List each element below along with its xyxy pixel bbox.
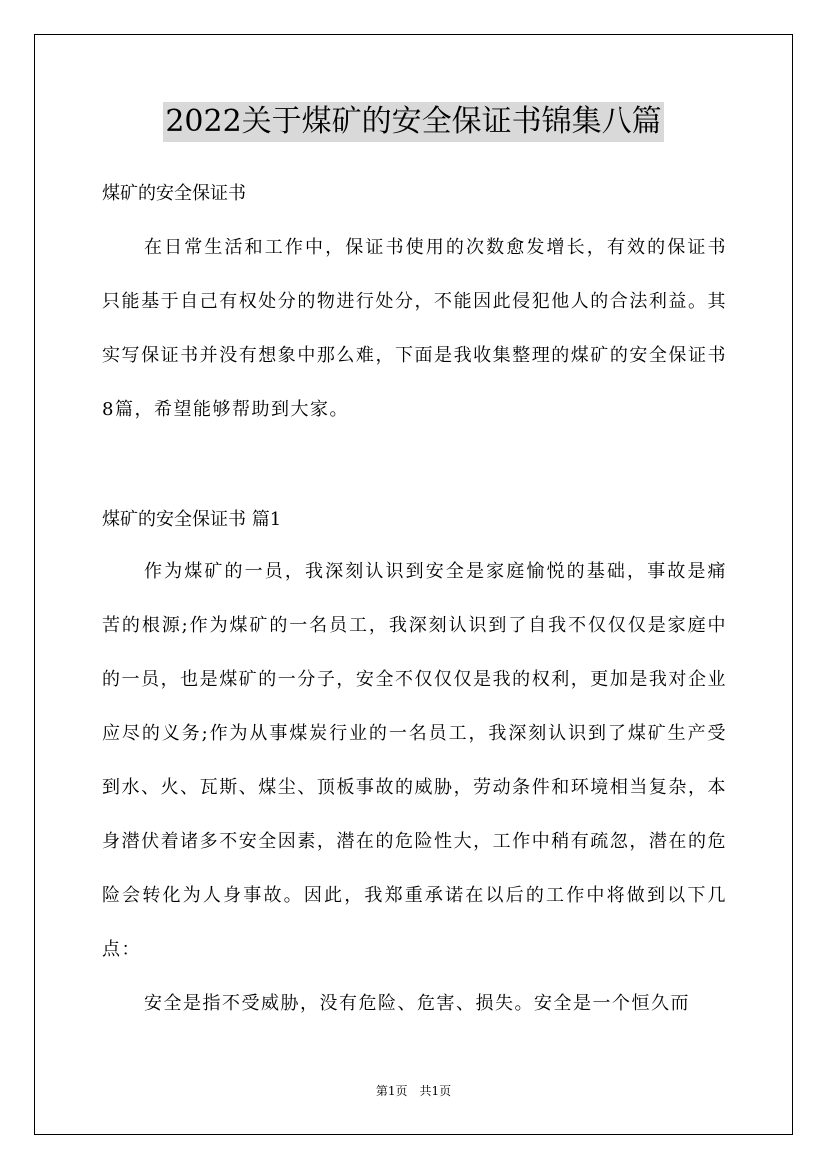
document-title: 2022关于煤矿的安全保证书锦集八篇: [163, 102, 663, 142]
section-1-heading: 煤矿的安全保证书 篇1: [102, 509, 282, 530]
section-1-paragraph-2: 安全是指不受威胁，没有危险、危害、损失。安全是一个恒久而: [144, 993, 690, 1014]
intro-paragraph: 在日常生活和工作中，保证书使用的次数愈发增长，有效的保证书只能基于自己有权处分的物进行处分，不能因此侵犯他人的合法利益。其实写保证书并没有想象中那么难，下面是我收集整理的煤矿的安全保证书8篇，希望能够帮助到大家。: [102, 237, 727, 420]
intro-heading: 煤矿的安全保证书: [102, 183, 246, 204]
page-footer: 第1页 共1页: [375, 1084, 452, 1098]
section-1-paragraph-1: 作为煤矿的一员，我深刻认识到安全是家庭愉悦的基础，事故是痛苦的根源;作为煤矿的一名员工，我深刻认识到了自我不仅仅仅是家庭中的一员，也是煤矿的一分子，安全不仅仅仅是我的权利，更加是我对企业应尽的义务;作为从事煤炭行业的一名员工，我深刻认识到了煤矿生产受到水、火、瓦斯、煤尘、顶板事故的威胁，劳动条件和环境相当复杂，本身潜伏着诸多不安全因素，潜在的危险性大，工作中稍有疏忽，潜在的危险会转化为人身事故。因此，我郑重承诺在以后的工作中将做到以下几点：: [102, 561, 727, 960]
title-wrapper: [0, 102, 827, 142]
